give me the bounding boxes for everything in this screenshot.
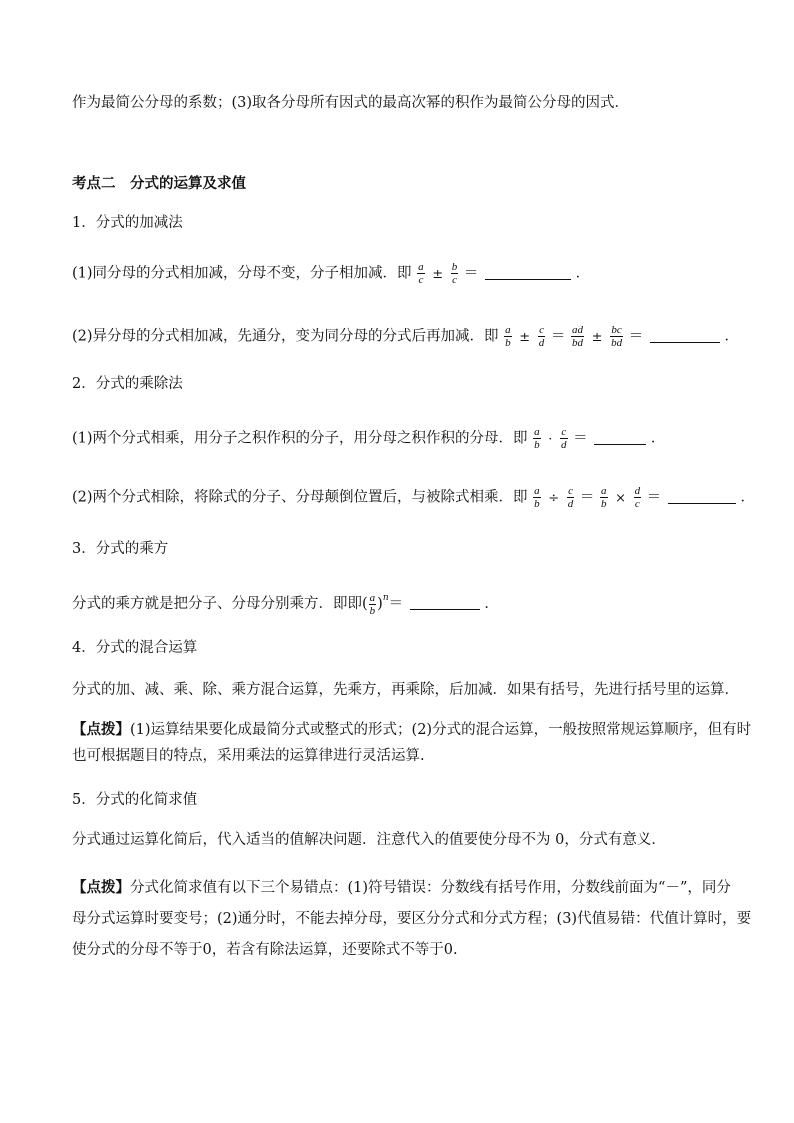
tip-label: 【点拨】: [72, 879, 130, 896]
period: ．: [724, 328, 739, 345]
fraction-a-over-b: $\frac{a}{b}$: [369, 591, 376, 617]
equals-sign: ＝: [573, 430, 588, 447]
fraction-d-over-c: $\frac{d}{c}$: [634, 485, 641, 510]
fraction-b-over-c: $\frac{b}{c}$: [451, 261, 458, 286]
ji-paren-open: 即(: [347, 596, 368, 612]
period: ．: [575, 265, 591, 282]
answer-blank: [410, 608, 480, 610]
s1-line2-text: (2)异分母的分式相加减，先通分，变为同分母的分式后再加减．即: [72, 328, 499, 345]
answer-blank: [650, 341, 720, 343]
equals-sign: ＝: [550, 328, 566, 345]
tip-text: 分式化简求值有以下三个易错点：(1)符号错误：分数线有括号作用，分数线前面为“－”，同分: [130, 880, 731, 896]
s4-line1: 分式的加、减、乘、除、乘方混合运算，先乘方，再乘除，后加减．如果有括号，先进行括号里的运算．: [72, 682, 739, 698]
s2-line1: [72, 426, 665, 451]
s2-line2-text: (2)两个分式相除，将除式的分子、分母颠倒位置后，与被除式相乘．即: [72, 489, 528, 506]
times-sign: ×: [615, 490, 627, 506]
s3-title: 3．分式的乘方: [72, 541, 169, 557]
s5-tip-1: [72, 878, 731, 898]
fraction-a-over-b: $\frac{a}{b}$: [601, 485, 607, 510]
s5-line1: 分式通过运算化简后，代入适当的值解决问题．注意代入的值要使分母不为 0，分式有意义．: [72, 832, 666, 848]
fraction-bc-over-bd: $\frac{bc}{bd}$: [611, 324, 623, 349]
period: ．: [484, 596, 499, 612]
fraction-c-over-d: $\frac{c}{d}$: [538, 324, 545, 349]
plus-minus-sign: ±: [591, 329, 603, 345]
fraction-c-over-d: $\frac{c}{d}$: [567, 485, 574, 510]
equals-sign: ＝: [646, 489, 662, 506]
fraction-a-over-b: $\frac{a}{b}$: [534, 485, 540, 510]
equals-sign: ＝: [628, 328, 644, 345]
equals-sign: ＝: [388, 596, 404, 612]
s2-title: 2．分式的乘除法: [72, 376, 183, 392]
s5-tip-2: 母分式运算时要变号；(2)通分时，不能去掉分母，要区分分式和分式方程；(3)代值易错：代值计算时，要: [72, 911, 752, 927]
plus-minus-sign: ±: [519, 329, 531, 345]
period: ．: [740, 489, 755, 506]
s1-line1: [72, 261, 590, 286]
answer-blank: [668, 502, 736, 504]
tip-label: 【点拨】: [72, 721, 130, 738]
s4-tip-1: [72, 720, 751, 740]
fraction-a-over-c: $\frac{a}{c}$: [418, 261, 424, 286]
s4-title: 4．分式的混合运算: [72, 640, 198, 656]
fraction-c-over-d: $\frac{c}{d}$: [561, 426, 567, 451]
s3-line1: [72, 588, 499, 617]
s2-line2: [72, 485, 755, 510]
s5-title: 5．分式的化简求值: [72, 792, 198, 808]
s5-tip-3: 使分式的分母不等于0，若含有除法运算，还要除式不等于0.: [72, 942, 458, 958]
answer-blank: [485, 278, 571, 280]
s4-tip-2: 也可根据题目的特点，采用乘法的运算律进行灵活运算.: [72, 748, 425, 764]
s3-line1-text: 分式的乘方就是把分子、分母分别乘方．即: [72, 596, 348, 612]
period: ．: [650, 430, 666, 447]
top-line: 作为最简公分母的系数；(3)取各分母所有因式的最高次幂的积作为最简公分母的因式．: [72, 95, 630, 111]
fraction-a-over-b: $\frac{a}{b}$: [505, 324, 511, 349]
s2-line1-text: (1)两个分式相乘，用分子之积作积的分子，用分母之积作积的分母．即: [72, 430, 528, 447]
equals-sign: ＝: [463, 265, 479, 282]
fraction-a-over-b: $\frac{a}{b}$: [534, 426, 540, 451]
s1-line1-text: (1)同分母的分式相加减，分母不变，分子相加减．即: [72, 265, 412, 282]
s1-title: 1．分式的加减法: [72, 215, 183, 231]
fraction-ad-over-bd: $\frac{ad}{bd}$: [572, 324, 583, 349]
multiply-dot: ·: [548, 431, 553, 447]
equals-sign: ＝: [579, 489, 595, 506]
divide-sign: ÷: [548, 490, 560, 506]
plus-minus-sign: ±: [432, 266, 444, 282]
tip-text: (1)运算结果要化成最简分式或整式的形式；(2)分式的混合运算，一般按照常规运算顺序，但有时: [130, 722, 752, 738]
answer-blank: [594, 443, 646, 445]
paren-close: ): [377, 596, 383, 612]
section-title: 考点二 分式的运算及求值: [72, 175, 246, 192]
exponent-n: n: [382, 593, 389, 603]
s1-line2: [72, 324, 739, 349]
